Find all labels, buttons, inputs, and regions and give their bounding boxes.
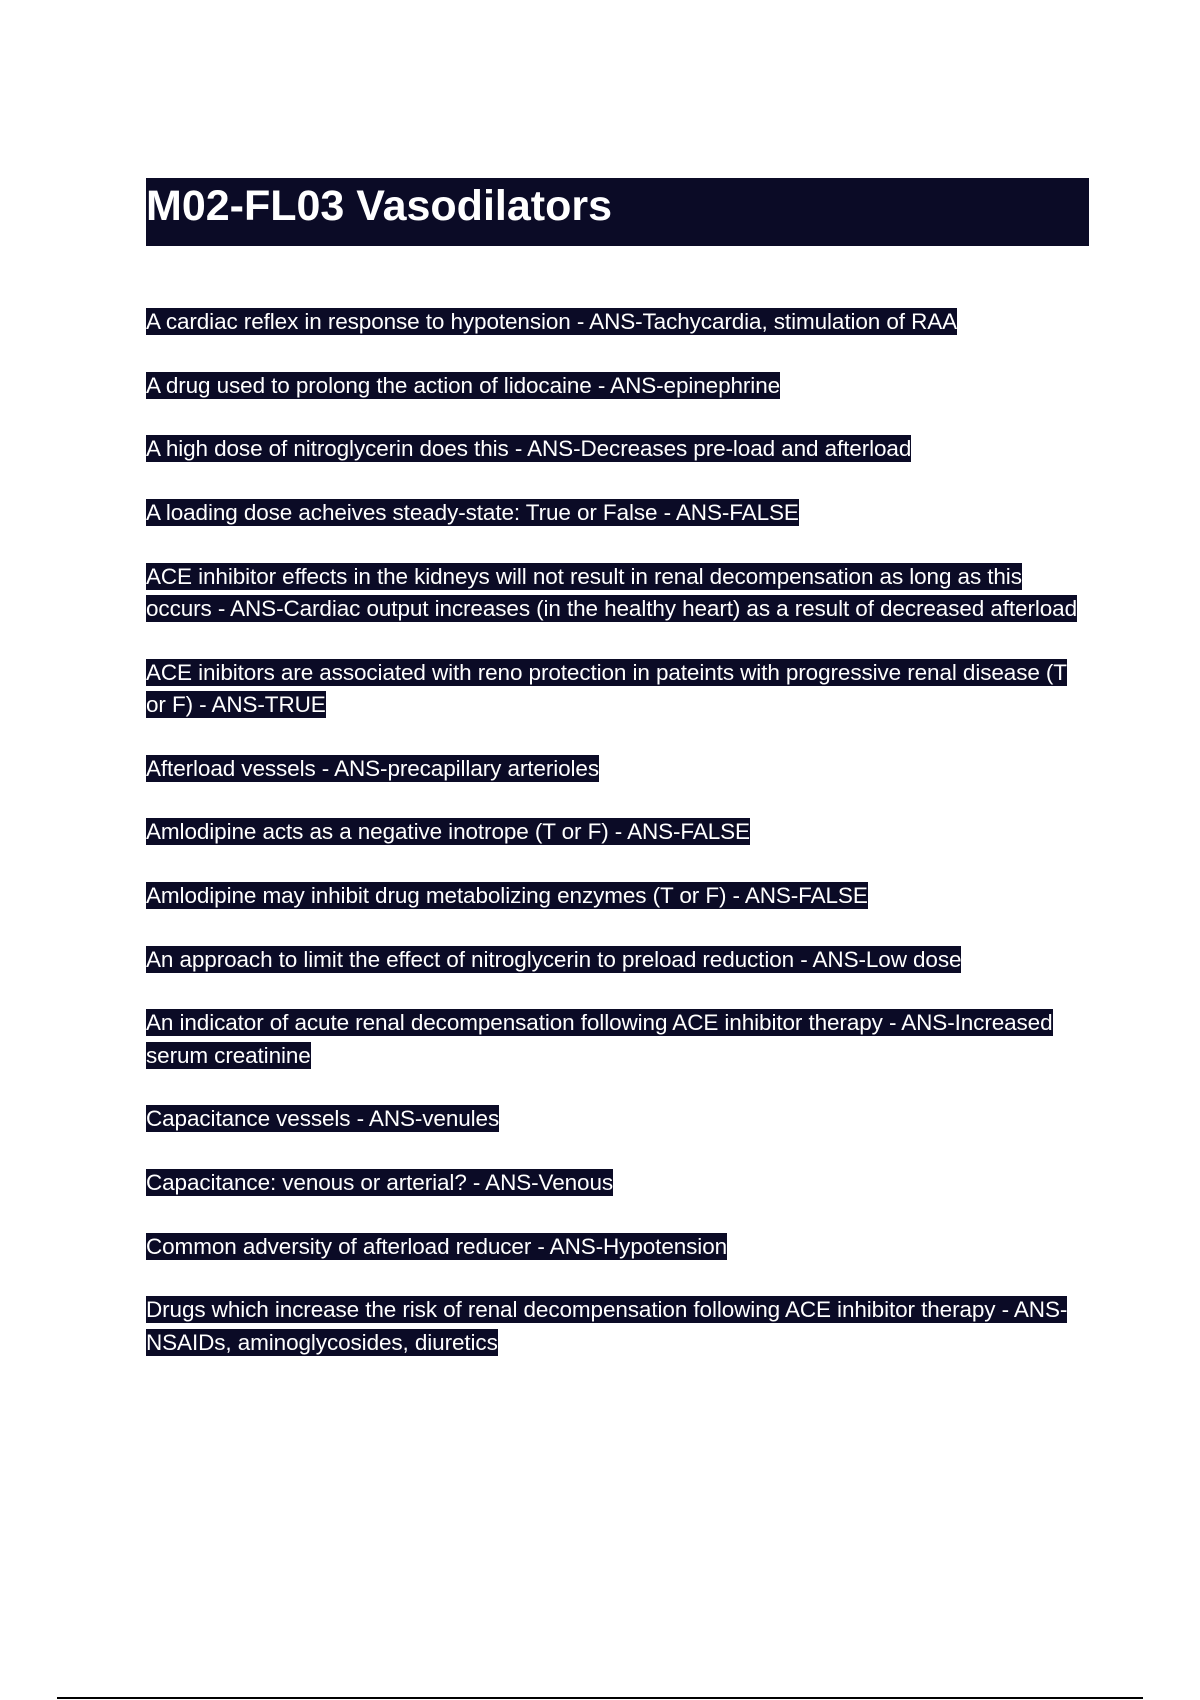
flashcard-entry [146, 1294, 1086, 1358]
flashcard-entry [146, 1231, 1086, 1263]
entry-text: Drugs which increase the risk of renal decompensation following ACE inhibitor therapy - ANS-NSAIDs, aminoglycosides, diuretics [146, 1297, 1068, 1355]
entry-text: A loading dose acheives steady-state: True or False - ANS-FALSE [146, 500, 799, 526]
entry-text: Afterload vessels - ANS-precapillary arterioles [146, 755, 599, 781]
title-banner [146, 178, 1089, 246]
flashcard-entry [146, 433, 1086, 465]
page-title: M02-FL03 Vasodilators [146, 182, 612, 230]
entry-text: Amlodipine acts as a negative inotrope (T or F) - ANS-FALSE [146, 819, 750, 845]
flashcard-entry [146, 561, 1086, 625]
footer-divider [57, 1697, 1143, 1699]
entry-text: ACE inibitors are associated with reno protection in pateints with progressive renal disease (T or F) - ANS-TRUE [146, 659, 1067, 717]
entry-text: An indicator of acute renal decompensation following ACE inhibitor therapy - ANS-Increased serum creatinine [146, 1010, 1053, 1068]
entry-text: A high dose of nitroglycerin does this - ANS-Decreases pre-load and afterload [146, 436, 912, 462]
flashcard-entry [146, 1103, 1086, 1135]
entry-text: Capacitance vessels - ANS-venules [146, 1106, 500, 1132]
flashcard-entry [146, 1167, 1086, 1199]
flashcard-entry [146, 753, 1086, 785]
flashcard-entry [146, 370, 1086, 402]
entry-text: Amlodipine may inhibit drug metabolizing enzymes (T or F) - ANS-FALSE [146, 883, 868, 909]
flashcard-entry [146, 1007, 1086, 1071]
flashcard-entry [146, 657, 1086, 721]
entry-text: An approach to limit the effect of nitroglycerin to preload reduction - ANS-Low dose [146, 946, 962, 972]
flashcard-list [146, 306, 1086, 1390]
flashcard-entry [146, 880, 1086, 912]
entry-text: A cardiac reflex in response to hypotension - ANS-Tachycardia, stimulation of RAA [146, 309, 958, 334]
entry-text: Capacitance: venous or arterial? - ANS-Venous [146, 1170, 614, 1196]
flashcard-entry [146, 497, 1086, 529]
entry-text: ACE inhibitor effects in the kidneys will not result in renal decompensation as long as this occurs - ANS-Cardiac output increases (in the healthy heart) as a result of decreased afterload [146, 563, 1077, 622]
entry-text: A drug used to prolong the action of lidocaine - ANS-epinephrine [146, 372, 781, 398]
flashcard-entry [146, 306, 1086, 338]
flashcard-entry [146, 816, 1086, 848]
entry-text: Common adversity of afterload reducer - ANS-Hypotension [146, 1233, 728, 1259]
flashcard-entry [146, 944, 1086, 976]
